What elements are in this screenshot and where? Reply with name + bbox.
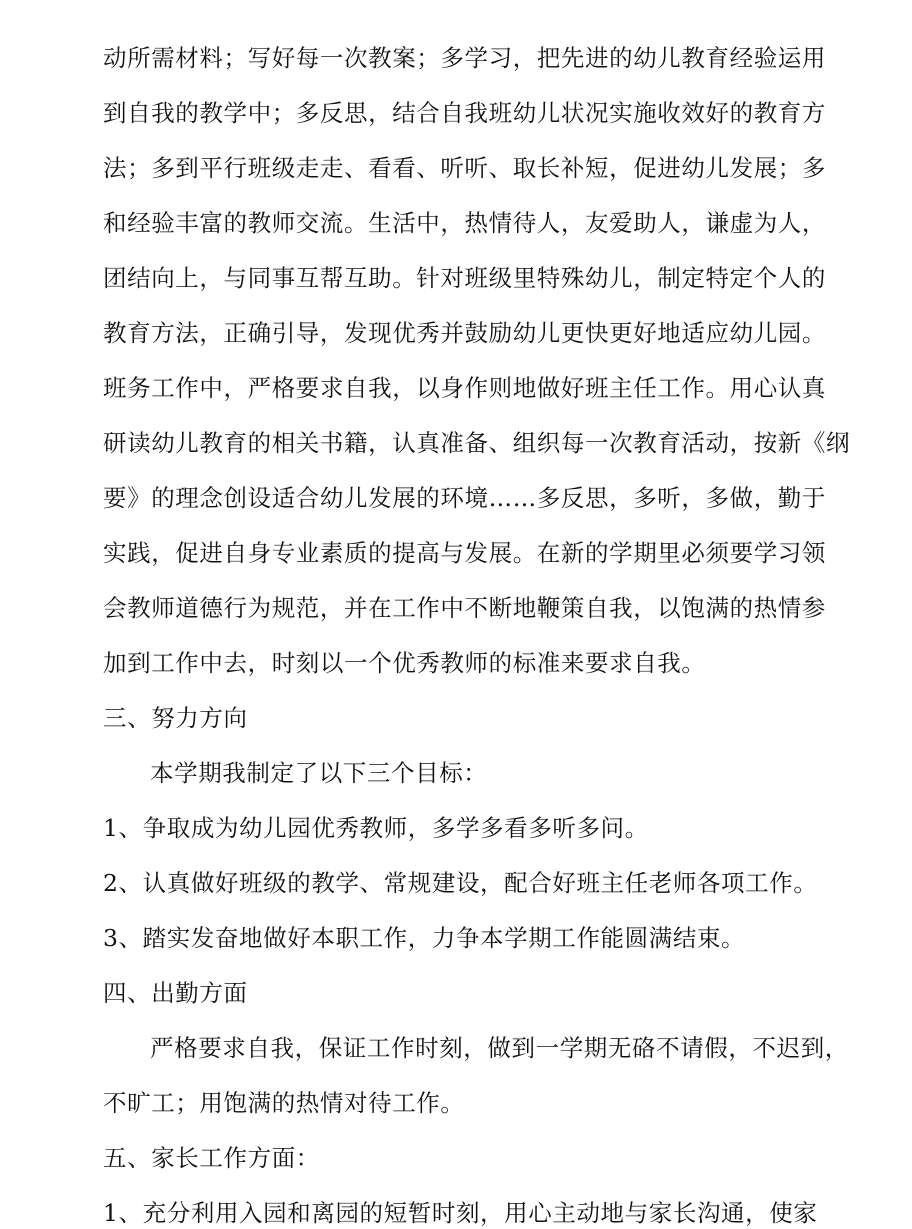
section-heading-5: 五、家长工作方面：: [103, 1144, 320, 1172]
list-item: 1、争取成为幼儿园优秀教师，多学多看多听多问。: [103, 814, 649, 842]
paragraph-line: 团结向上，与同事互帮互助。针对班级里特殊幼儿，制定特定个人的: [103, 264, 826, 292]
paragraph-line: 实践，促进自身专业素质的提高与发展。在新的学期里必须要学习领: [103, 539, 826, 567]
paragraph-line: 要》的理念创设适合幼儿发展的环境……多反思，多听，多做，勤于: [103, 484, 826, 512]
paragraph-line: 研读幼儿教育的相关书籍，认真准备、组织每一次教育活动，按新《纲: [103, 429, 851, 457]
paragraph-line: 到自我的教学中；多反思，结合自我班幼儿状况实施收效好的教育方: [103, 99, 826, 127]
list-item: 3、踏实发奋地做好本职工作，力争本学期工作能圆满结束。: [103, 924, 746, 952]
section-3-intro: 本学期我制定了以下三个目标：: [150, 759, 488, 787]
section-heading-4: 四、出勤方面: [103, 979, 248, 1007]
paragraph-line: 动所需材料；写好每一次教案；多学习，把先进的幼儿教育经验运用: [103, 44, 826, 72]
list-item: 2、认真做好班级的教学、常规建设，配合好班主任老师各项工作。: [103, 869, 818, 897]
paragraph-line: 和经验丰富的教师交流。生活中，热情待人，友爱助人，谦虚为人，: [103, 209, 826, 237]
paragraph-line: 严格要求自我，保证工作时刻，做到一学期无硌不请假，不迟到，: [150, 1034, 849, 1062]
paragraph-line: 不旷工；用饱满的热情对待工作。: [103, 1089, 465, 1117]
paragraph-line: 班务工作中，严格要求自我，以身作则地做好班主任工作。用心认真: [103, 374, 826, 402]
paragraph-line: 法；多到平行班级走走、看看、听听、取长补短，促进幼儿发展；多: [103, 154, 826, 182]
paragraph-line: 会教师道德行为规范，并在工作中不断地鞭策自我，以饱满的热情参: [103, 594, 826, 622]
section-heading-3: 三、努力方向: [103, 704, 248, 732]
list-item: 1、充分利用入园和离园的短暂时刻，用心主动地与家长沟通，使家: [103, 1199, 818, 1227]
paragraph-line: 教育方法，正确引导，发现优秀并鼓励幼儿更快更好地适应幼儿园。: [103, 319, 826, 347]
paragraph-line: 加到工作中去，时刻以一个优秀教师的标准来要求自我。: [103, 649, 706, 677]
